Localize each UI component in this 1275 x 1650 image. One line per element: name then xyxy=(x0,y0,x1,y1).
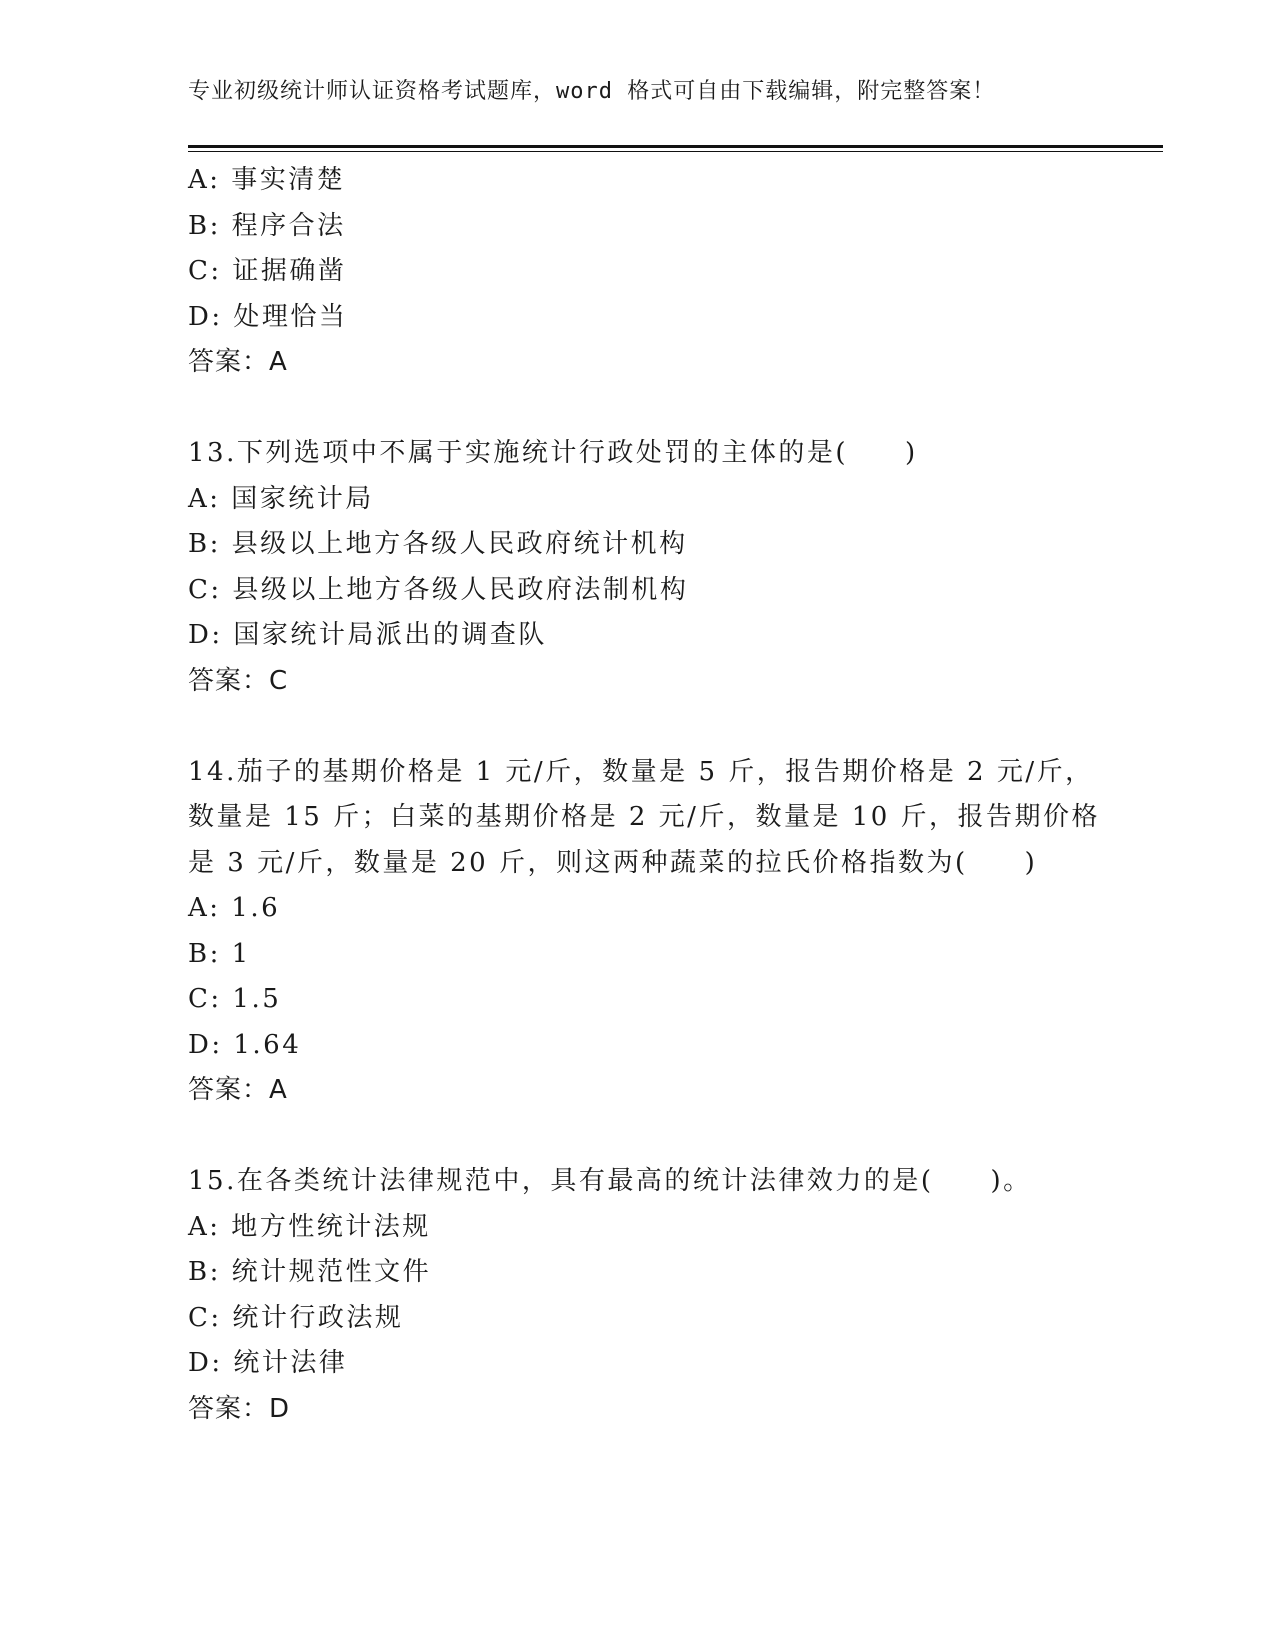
option-d: D: 统计法律 xyxy=(188,1348,348,1378)
option-b: B: 县级以上地方各级人民政府统计机构 xyxy=(188,529,688,559)
option-a: A: 地方性统计法规 xyxy=(188,1211,431,1242)
answer-line: 答案：A xyxy=(188,347,288,377)
option-a: A: 1.6 xyxy=(188,893,281,923)
question-stem-line-1: 14.茄子的基期价格是 1 元/斤，数量是 5 斤，报告期价格是 2 元/斤， xyxy=(188,756,1094,787)
option-c: C: 统计行政法规 xyxy=(188,1302,404,1333)
question-stem: 13.下列选项中不属于实施统计行政处罚的主体的是( ) xyxy=(188,438,918,468)
option-d: D: 国家统计局派出的调查队 xyxy=(188,620,547,650)
question-content xyxy=(188,158,1128,1432)
header-rule-thin xyxy=(188,151,1163,152)
option-c: C: 县级以上地方各级人民政府法制机构 xyxy=(188,574,689,605)
option-c: C: 证据确凿 xyxy=(188,256,347,286)
question-stem-line-3: 是 3 元/斤，数量是 20 斤，则这两种蔬菜的拉氏价格指数为( ) xyxy=(188,847,1038,878)
answer-line: 答案：D xyxy=(188,1393,291,1424)
question-13 xyxy=(188,431,1128,704)
option-b: B: 程序合法 xyxy=(188,210,346,241)
header-rule-thick xyxy=(188,145,1163,148)
answer-line: 答案：A xyxy=(188,1075,288,1105)
option-b: B: 统计规范性文件 xyxy=(188,1257,432,1287)
option-b: B: 1 xyxy=(188,938,251,969)
option-a: A: 国家统计局 xyxy=(188,483,374,514)
option-d: D: 处理恰当 xyxy=(188,301,348,332)
question-12-options xyxy=(188,158,1128,386)
option-c: C: 1.5 xyxy=(188,984,282,1014)
option-a: A: 事实清楚 xyxy=(188,165,346,195)
question-14 xyxy=(188,750,1128,1114)
question-stem-line-2: 数量是 15 斤；白菜的基期价格是 2 元/斤，数量是 10 斤，报告期价格 xyxy=(188,802,1101,832)
option-d: D: 1.64 xyxy=(188,1029,302,1060)
question-15 xyxy=(188,1159,1128,1432)
question-stem: 15.在各类统计法律规范中，具有最高的统计法律效力的是( )。 xyxy=(188,1166,1032,1196)
answer-line: 答案：C xyxy=(188,665,289,696)
page-header: 专业初级统计师认证资格考试题库，word 格式可自由下载编辑，附完整答案！ xyxy=(188,79,996,104)
